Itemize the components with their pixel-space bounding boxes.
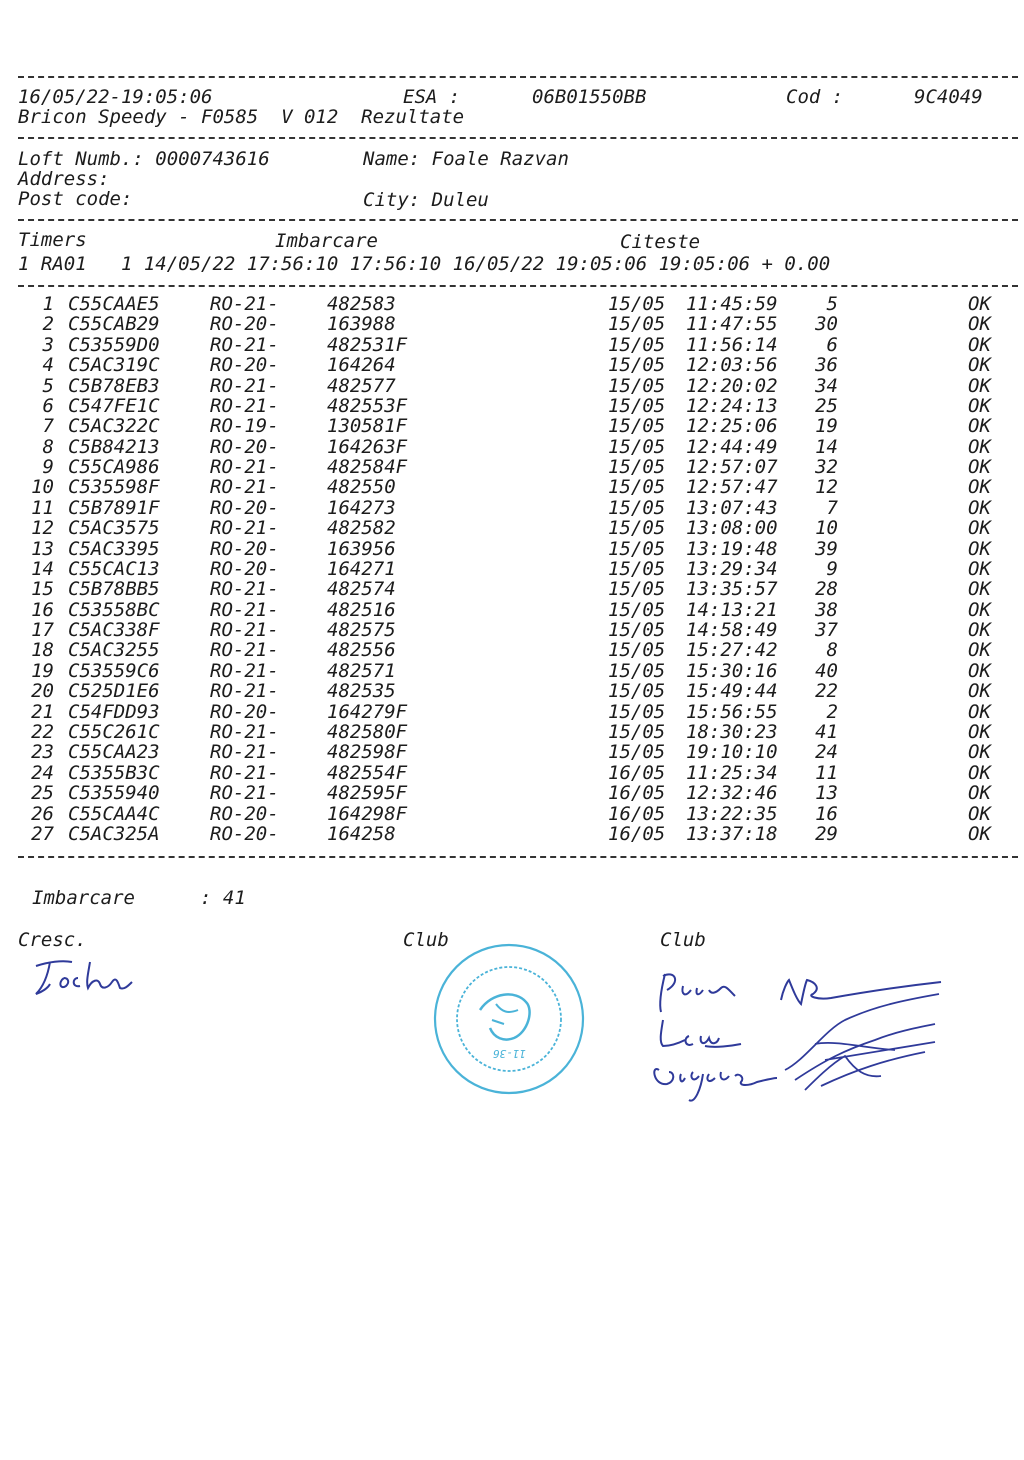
city-line: City: Duleu bbox=[363, 189, 489, 211]
status: OK bbox=[968, 517, 991, 540]
bird-code: C53558BC bbox=[68, 598, 160, 621]
arrival-date: 15/05 bbox=[608, 293, 666, 315]
imbarcare-summary-value: : 41 bbox=[200, 887, 246, 909]
row-index: 21 bbox=[31, 700, 54, 723]
ring-prefix: RO-21- bbox=[210, 456, 279, 479]
row-index: 1 bbox=[42, 293, 54, 315]
table-row bbox=[0, 681, 1024, 701]
row-index: 18 bbox=[31, 639, 54, 662]
position: 6 bbox=[826, 333, 838, 356]
row-index: 15 bbox=[31, 578, 54, 601]
ring-number: 482550 bbox=[327, 476, 396, 499]
ring-number: 164279F bbox=[327, 700, 408, 723]
table-row bbox=[0, 742, 1024, 762]
position: 16 bbox=[815, 802, 838, 825]
top-divider bbox=[18, 76, 1018, 78]
position: 7 bbox=[826, 496, 838, 519]
position: 37 bbox=[815, 619, 838, 642]
ring-number: 482574 bbox=[327, 578, 396, 601]
print-datetime: 16/05/22-19:05:06 bbox=[18, 86, 213, 108]
position: 34 bbox=[815, 374, 838, 397]
arrival-time: 13:35:57 bbox=[686, 578, 778, 601]
status: OK bbox=[968, 415, 991, 438]
ring-prefix: RO-21- bbox=[210, 394, 279, 417]
table-row bbox=[0, 437, 1024, 457]
position: 8 bbox=[826, 639, 838, 662]
ring-prefix: RO-21- bbox=[210, 659, 279, 682]
ring-prefix: RO-20- bbox=[210, 537, 279, 560]
status: OK bbox=[968, 394, 991, 417]
arrival-time: 15:27:42 bbox=[686, 639, 778, 662]
status: OK bbox=[968, 782, 991, 805]
ring-prefix: RO-20- bbox=[210, 557, 279, 580]
imbarcare-column-label: Imbarcare bbox=[275, 230, 378, 252]
status: OK bbox=[968, 639, 991, 662]
bird-code: C53559D0 bbox=[68, 333, 160, 356]
position: 32 bbox=[815, 456, 838, 479]
ring-number: 164264 bbox=[327, 354, 396, 377]
table-row bbox=[0, 416, 1024, 436]
arrival-time: 13:29:34 bbox=[686, 557, 778, 580]
arrival-time: 15:30:16 bbox=[686, 659, 778, 682]
arrival-time: 13:19:48 bbox=[686, 537, 778, 560]
bird-code: C55CAB29 bbox=[68, 313, 160, 336]
club-stamp bbox=[430, 940, 588, 1098]
bird-code: C5AC3255 bbox=[68, 639, 160, 662]
row-index: 6 bbox=[42, 394, 54, 417]
arrival-date: 15/05 bbox=[608, 598, 666, 621]
arrival-date: 16/05 bbox=[608, 782, 666, 805]
arrival-time: 13:37:18 bbox=[686, 822, 778, 845]
arrival-date: 15/05 bbox=[608, 415, 666, 438]
ring-prefix: RO-21- bbox=[210, 680, 279, 703]
ring-prefix: RO-20- bbox=[210, 802, 279, 825]
position: 41 bbox=[815, 720, 838, 743]
table-row bbox=[0, 294, 1024, 314]
arrival-time: 18:30:23 bbox=[686, 720, 778, 743]
status: OK bbox=[968, 578, 991, 601]
row-index: 25 bbox=[31, 782, 54, 805]
table-row bbox=[0, 579, 1024, 599]
ring-number: 130581F bbox=[327, 415, 408, 438]
esa-value: 06B01550BB bbox=[532, 86, 647, 108]
table-row bbox=[0, 620, 1024, 640]
citeste-column-label: Citeste bbox=[620, 231, 701, 253]
table-row bbox=[0, 702, 1024, 722]
bird-code: C55CAA4C bbox=[68, 802, 160, 825]
arrival-date: 15/05 bbox=[608, 517, 666, 540]
arrival-time: 13:07:43 bbox=[686, 496, 778, 519]
arrival-date: 15/05 bbox=[608, 619, 666, 642]
position: 22 bbox=[815, 680, 838, 703]
table-row bbox=[0, 804, 1024, 824]
bird-code: C5B78EB3 bbox=[68, 374, 160, 397]
cresc-label: Cresc. bbox=[18, 929, 87, 951]
status: OK bbox=[968, 374, 991, 397]
arrival-time: 13:22:35 bbox=[686, 802, 778, 825]
bird-code: C55C261C bbox=[68, 720, 160, 743]
table-row bbox=[0, 335, 1024, 355]
row-index: 5 bbox=[42, 374, 54, 397]
arrival-time: 15:49:44 bbox=[686, 680, 778, 703]
position: 30 bbox=[815, 313, 838, 336]
ring-number: 482582 bbox=[327, 517, 396, 540]
arrival-time: 11:45:59 bbox=[686, 293, 778, 315]
bird-code: C535598F bbox=[68, 476, 160, 499]
status: OK bbox=[968, 659, 991, 682]
table-row bbox=[0, 600, 1024, 620]
arrival-date: 15/05 bbox=[608, 394, 666, 417]
position: 2 bbox=[826, 700, 838, 723]
status: OK bbox=[968, 496, 991, 519]
ring-number: 164263F bbox=[327, 435, 408, 458]
arrival-time: 15:56:55 bbox=[686, 700, 778, 723]
ring-prefix: RO-21- bbox=[210, 761, 279, 784]
position: 28 bbox=[815, 578, 838, 601]
position: 12 bbox=[815, 476, 838, 499]
row-index: 8 bbox=[42, 435, 54, 458]
bird-code: C5AC325A bbox=[68, 822, 160, 845]
position: 11 bbox=[815, 761, 838, 784]
position: 39 bbox=[815, 537, 838, 560]
row-index: 20 bbox=[31, 680, 54, 703]
header-divider bbox=[18, 137, 1018, 139]
bird-code: C525D1E6 bbox=[68, 680, 160, 703]
position: 25 bbox=[815, 394, 838, 417]
position: 9 bbox=[826, 557, 838, 580]
position: 10 bbox=[815, 517, 838, 540]
table-row bbox=[0, 824, 1024, 844]
ring-prefix: RO-21- bbox=[210, 374, 279, 397]
bird-code: C54FDD93 bbox=[68, 700, 160, 723]
table-row bbox=[0, 722, 1024, 742]
bird-code: C5B7891F bbox=[68, 496, 160, 519]
status: OK bbox=[968, 293, 991, 315]
table-row bbox=[0, 661, 1024, 681]
ring-prefix: RO-21- bbox=[210, 293, 279, 315]
arrival-date: 15/05 bbox=[608, 476, 666, 499]
bird-code: C547FE1C bbox=[68, 394, 160, 417]
club-label-1: Club bbox=[403, 929, 449, 951]
club-signatures bbox=[645, 960, 945, 1110]
arrival-date: 15/05 bbox=[608, 700, 666, 723]
breeder-signature bbox=[28, 948, 138, 1008]
imbarcare-summary-label: Imbarcare bbox=[32, 887, 135, 909]
position: 14 bbox=[815, 435, 838, 458]
ring-number: 482583 bbox=[327, 293, 396, 315]
status: OK bbox=[968, 680, 991, 703]
ring-prefix: RO-21- bbox=[210, 517, 279, 540]
arrival-date: 16/05 bbox=[608, 761, 666, 784]
arrival-date: 15/05 bbox=[608, 313, 666, 336]
table-row bbox=[0, 457, 1024, 477]
position: 19 bbox=[815, 415, 838, 438]
status: OK bbox=[968, 802, 991, 825]
ring-prefix: RO-21- bbox=[210, 741, 279, 764]
ring-number: 164298F bbox=[327, 802, 408, 825]
status: OK bbox=[968, 456, 991, 479]
loft-number: Loft Numb.: 0000743616 bbox=[18, 148, 270, 170]
esa-label: ESA : bbox=[403, 86, 461, 108]
arrival-date: 15/05 bbox=[608, 537, 666, 560]
status: OK bbox=[968, 619, 991, 642]
bird-code: C5355940 bbox=[68, 782, 160, 805]
status: OK bbox=[968, 354, 991, 377]
position: 29 bbox=[815, 822, 838, 845]
ring-prefix: RO-20- bbox=[210, 435, 279, 458]
row-index: 27 bbox=[31, 822, 54, 845]
arrival-date: 15/05 bbox=[608, 720, 666, 743]
arrival-date: 15/05 bbox=[608, 354, 666, 377]
row-index: 22 bbox=[31, 720, 54, 743]
arrival-time: 14:13:21 bbox=[686, 598, 778, 621]
status: OK bbox=[968, 761, 991, 784]
row-index: 9 bbox=[42, 456, 54, 479]
table-row bbox=[0, 518, 1024, 538]
arrival-date: 15/05 bbox=[608, 496, 666, 519]
status: OK bbox=[968, 822, 991, 845]
status: OK bbox=[968, 537, 991, 560]
arrival-date: 15/05 bbox=[608, 659, 666, 682]
row-index: 16 bbox=[31, 598, 54, 621]
arrival-date: 15/05 bbox=[608, 578, 666, 601]
arrival-date: 15/05 bbox=[608, 680, 666, 703]
bird-code: C5AC319C bbox=[68, 354, 160, 377]
status: OK bbox=[968, 313, 991, 336]
bird-code: C55CA986 bbox=[68, 456, 160, 479]
report-title-line: Bricon Speedy - F0585 V 012 Rezultate bbox=[18, 106, 465, 128]
row-index: 26 bbox=[31, 802, 54, 825]
arrival-date: 16/05 bbox=[608, 802, 666, 825]
bird-code: C5AC3395 bbox=[68, 537, 160, 560]
table-row bbox=[0, 783, 1024, 803]
ring-prefix: RO-19- bbox=[210, 415, 279, 438]
arrival-date: 15/05 bbox=[608, 374, 666, 397]
arrival-time: 12:57:47 bbox=[686, 476, 778, 499]
ring-prefix: RO-21- bbox=[210, 782, 279, 805]
ring-number: 482598F bbox=[327, 741, 408, 764]
arrival-time: 11:25:34 bbox=[686, 761, 778, 784]
ring-prefix: RO-20- bbox=[210, 354, 279, 377]
status: OK bbox=[968, 598, 991, 621]
stamp-inner-text: 11-36 bbox=[492, 1047, 526, 1060]
status: OK bbox=[968, 435, 991, 458]
table-bottom-divider bbox=[18, 856, 1018, 858]
row-index: 19 bbox=[31, 659, 54, 682]
arrival-date: 16/05 bbox=[608, 822, 666, 845]
ring-prefix: RO-21- bbox=[210, 578, 279, 601]
address-line: Address: bbox=[18, 168, 110, 190]
cod-value: 9C4049 bbox=[914, 86, 983, 108]
arrival-time: 11:56:14 bbox=[686, 333, 778, 356]
status: OK bbox=[968, 720, 991, 743]
arrival-date: 15/05 bbox=[608, 333, 666, 356]
row-index: 10 bbox=[31, 476, 54, 499]
row-index: 24 bbox=[31, 761, 54, 784]
ring-number: 164258 bbox=[327, 822, 396, 845]
row-index: 23 bbox=[31, 741, 54, 764]
row-index: 4 bbox=[42, 354, 54, 377]
ring-number: 482553F bbox=[327, 394, 408, 417]
ring-number: 482575 bbox=[327, 619, 396, 642]
table-row bbox=[0, 355, 1024, 375]
arrival-time: 12:03:56 bbox=[686, 354, 778, 377]
table-row bbox=[0, 498, 1024, 518]
bird-code: C5355B3C bbox=[68, 761, 160, 784]
status: OK bbox=[968, 700, 991, 723]
arrival-date: 15/05 bbox=[608, 557, 666, 580]
timers-label: Timers bbox=[18, 229, 87, 251]
bird-code: C5AC338F bbox=[68, 619, 160, 642]
position: 38 bbox=[815, 598, 838, 621]
row-index: 14 bbox=[31, 557, 54, 580]
bird-code: C5B84213 bbox=[68, 435, 160, 458]
timer-line: 1 RA01 1 14/05/22 17:56:10 17:56:10 16/05/22 19:05:06 19:05:06 + 0.00 bbox=[18, 253, 831, 275]
bird-code: C55CAA23 bbox=[68, 741, 160, 764]
ring-number: 482580F bbox=[327, 720, 408, 743]
ring-number: 482556 bbox=[327, 639, 396, 662]
bird-code: C5AC3575 bbox=[68, 517, 160, 540]
position: 36 bbox=[815, 354, 838, 377]
bird-code: C53559C6 bbox=[68, 659, 160, 682]
ring-number: 482584F bbox=[327, 456, 408, 479]
status: OK bbox=[968, 741, 991, 764]
bird-code: C5AC322C bbox=[68, 415, 160, 438]
ring-number: 164273 bbox=[327, 496, 396, 519]
timers-divider bbox=[18, 285, 1018, 287]
arrival-time: 12:44:49 bbox=[686, 435, 778, 458]
arrival-time: 12:24:13 bbox=[686, 394, 778, 417]
bird-code: C55CAAE5 bbox=[68, 293, 160, 315]
position: 13 bbox=[815, 782, 838, 805]
ring-prefix: RO-20- bbox=[210, 496, 279, 519]
arrival-time: 14:58:49 bbox=[686, 619, 778, 642]
ring-number: 482516 bbox=[327, 598, 396, 621]
owner-name: Name: Foale Razvan bbox=[363, 148, 569, 170]
position: 5 bbox=[826, 293, 838, 315]
post-code-line: Post code: bbox=[18, 188, 133, 210]
arrival-time: 13:08:00 bbox=[686, 517, 778, 540]
table-row bbox=[0, 396, 1024, 416]
arrival-time: 19:10:10 bbox=[686, 741, 778, 764]
table-row bbox=[0, 477, 1024, 497]
ring-prefix: RO-21- bbox=[210, 598, 279, 621]
status: OK bbox=[968, 557, 991, 580]
ring-number: 482595F bbox=[327, 782, 408, 805]
ring-prefix: RO-21- bbox=[210, 333, 279, 356]
bird-code: C5B78BB5 bbox=[68, 578, 160, 601]
club-label-2: Club bbox=[660, 929, 706, 951]
ring-prefix: RO-20- bbox=[210, 822, 279, 845]
arrival-time: 11:47:55 bbox=[686, 313, 778, 336]
ring-number: 482535 bbox=[327, 680, 396, 703]
row-index: 17 bbox=[31, 619, 54, 642]
ring-number: 164271 bbox=[327, 557, 396, 580]
status: OK bbox=[968, 333, 991, 356]
ring-prefix: RO-20- bbox=[210, 313, 279, 336]
ring-prefix: RO-21- bbox=[210, 476, 279, 499]
loft-divider bbox=[18, 219, 1018, 221]
ring-number: 482554F bbox=[327, 761, 408, 784]
row-index: 2 bbox=[42, 313, 54, 336]
position: 24 bbox=[815, 741, 838, 764]
ring-prefix: RO-21- bbox=[210, 639, 279, 662]
arrival-date: 15/05 bbox=[608, 456, 666, 479]
ring-number: 482531F bbox=[327, 333, 408, 356]
ring-number: 482571 bbox=[327, 659, 396, 682]
arrival-time: 12:57:07 bbox=[686, 456, 778, 479]
row-index: 12 bbox=[31, 517, 54, 540]
arrival-time: 12:32:46 bbox=[686, 782, 778, 805]
table-row bbox=[0, 376, 1024, 396]
ring-prefix: RO-21- bbox=[210, 720, 279, 743]
ring-prefix: RO-21- bbox=[210, 619, 279, 642]
arrival-date: 15/05 bbox=[608, 435, 666, 458]
bird-code: C55CAC13 bbox=[68, 557, 160, 580]
status: OK bbox=[968, 476, 991, 499]
arrival-time: 12:20:02 bbox=[686, 374, 778, 397]
arrival-date: 15/05 bbox=[608, 639, 666, 662]
row-index: 11 bbox=[31, 496, 54, 519]
table-row bbox=[0, 640, 1024, 660]
arrival-date: 15/05 bbox=[608, 741, 666, 764]
ring-prefix: RO-20- bbox=[210, 700, 279, 723]
position: 40 bbox=[815, 659, 838, 682]
table-row bbox=[0, 763, 1024, 783]
row-index: 7 bbox=[42, 415, 54, 438]
table-row bbox=[0, 559, 1024, 579]
ring-number: 482577 bbox=[327, 374, 396, 397]
cod-label: Cod : bbox=[786, 86, 844, 108]
row-index: 3 bbox=[42, 333, 54, 356]
row-index: 13 bbox=[31, 537, 54, 560]
arrival-time: 12:25:06 bbox=[686, 415, 778, 438]
table-row bbox=[0, 539, 1024, 559]
ring-number: 163988 bbox=[327, 313, 396, 336]
ring-number: 163956 bbox=[327, 537, 396, 560]
table-row bbox=[0, 314, 1024, 334]
